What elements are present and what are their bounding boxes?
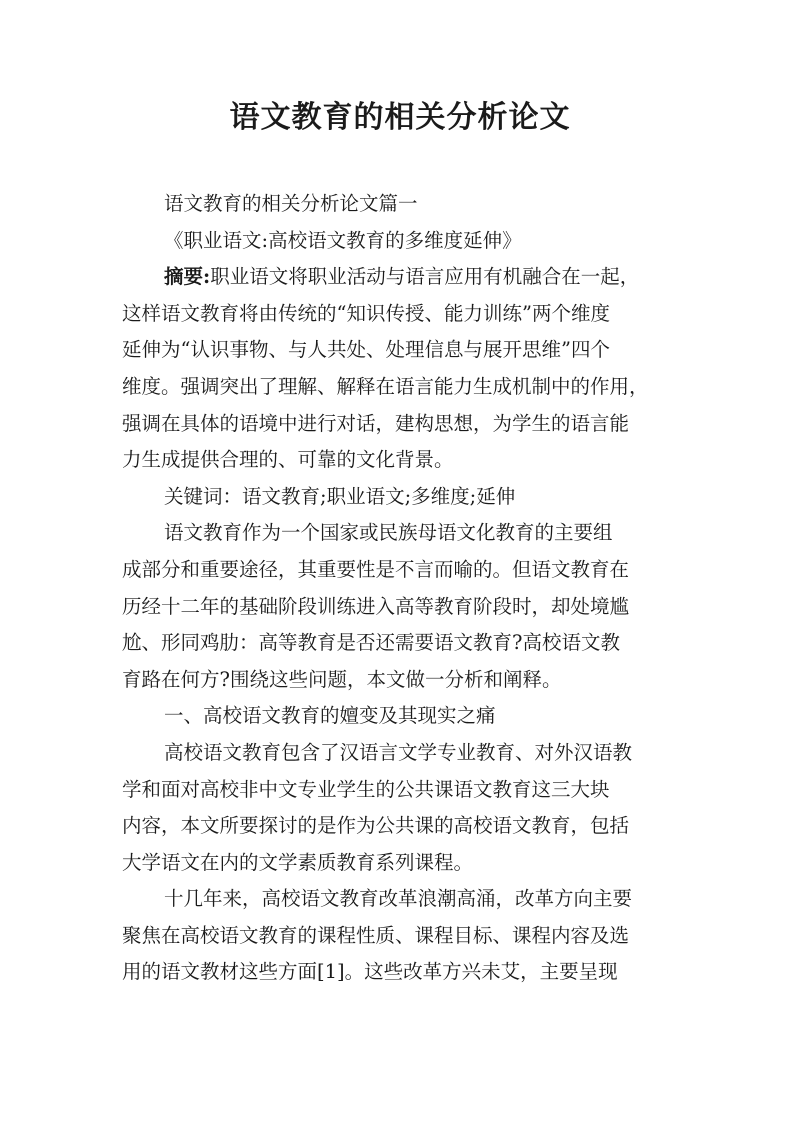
paragraph-line: 内容，本文所要探讨的是作为公共课的高校语文教育，包括 [122,814,630,838]
paragraph-line: 大学语文在内的文学素质教育系列课程。 [122,850,474,874]
abstract-line: 延伸为“认识事物、与人共处、处理信息与展开思维”四个 [122,338,610,362]
subheading: 一、高校语文教育的嬗变及其现实之痛 [164,704,496,728]
abstract-line [122,259,680,296]
paragraph-line: 历经十二年的基础阶段训练进入高等教育阶段时，却处境尴 [122,594,630,618]
paragraph-line: 成部分和重要途径，其重要性是不言而喻的。但语文教育在 [122,557,630,581]
keywords-line: 关键词：语文教育;职业语文;多维度;延伸 [164,484,516,508]
paragraph-line: 尬、形同鸡肋：高等教育是否还需要语文教育?高校语文教 [122,631,620,655]
abstract-text: 职业语文将职业活动与语言应用有机融合在一起， [210,265,640,289]
abstract-line: 力生成提供合理的、可靠的文化背景。 [122,448,454,472]
paragraph-line: 十几年来，高校语文教育改革浪潮高涌，改革方向主要 [164,887,633,911]
paragraph-line: 用的语文教材这些方面[1]。这些改革方兴未艾，主要呈现 [122,960,618,984]
section-heading: 语文教育的相关分析论文篇一 [164,192,418,215]
abstract-line: 强调在具体的语境中进行对话，建构思想，为学生的语言能 [122,411,630,435]
abstract-line: 维度。强调突出了理解、解释在语言能力生成机制中的作用， [122,374,649,398]
paragraph-line: 高校语文教育包含了汉语言文学专业教育、对外汉语教 [164,740,633,764]
document-body [122,186,680,991]
paragraph-line: 语文教育作为一个国家或民族母语文化教育的主要组 [164,521,613,545]
paragraph-line: 育路在何方?围绕这些问题，本文做一分析和阐释。 [122,667,562,691]
page-title: 语文教育的相关分析论文 [229,100,571,135]
paragraph-line: 聚焦在高校语文教育的课程性质、课程目标、课程内容及选 [122,923,630,947]
abstract-label: 摘要: [164,265,211,289]
abstract-line: 这样语文教育将由传统的“知识传授、能力训练”两个维度 [122,301,610,325]
article-title: 《职业语文:高校语文教育的多维度延伸》 [164,228,522,252]
paragraph-line: 学和面对高校非中文专业学生的公共课语文教育这三大块 [122,777,610,801]
